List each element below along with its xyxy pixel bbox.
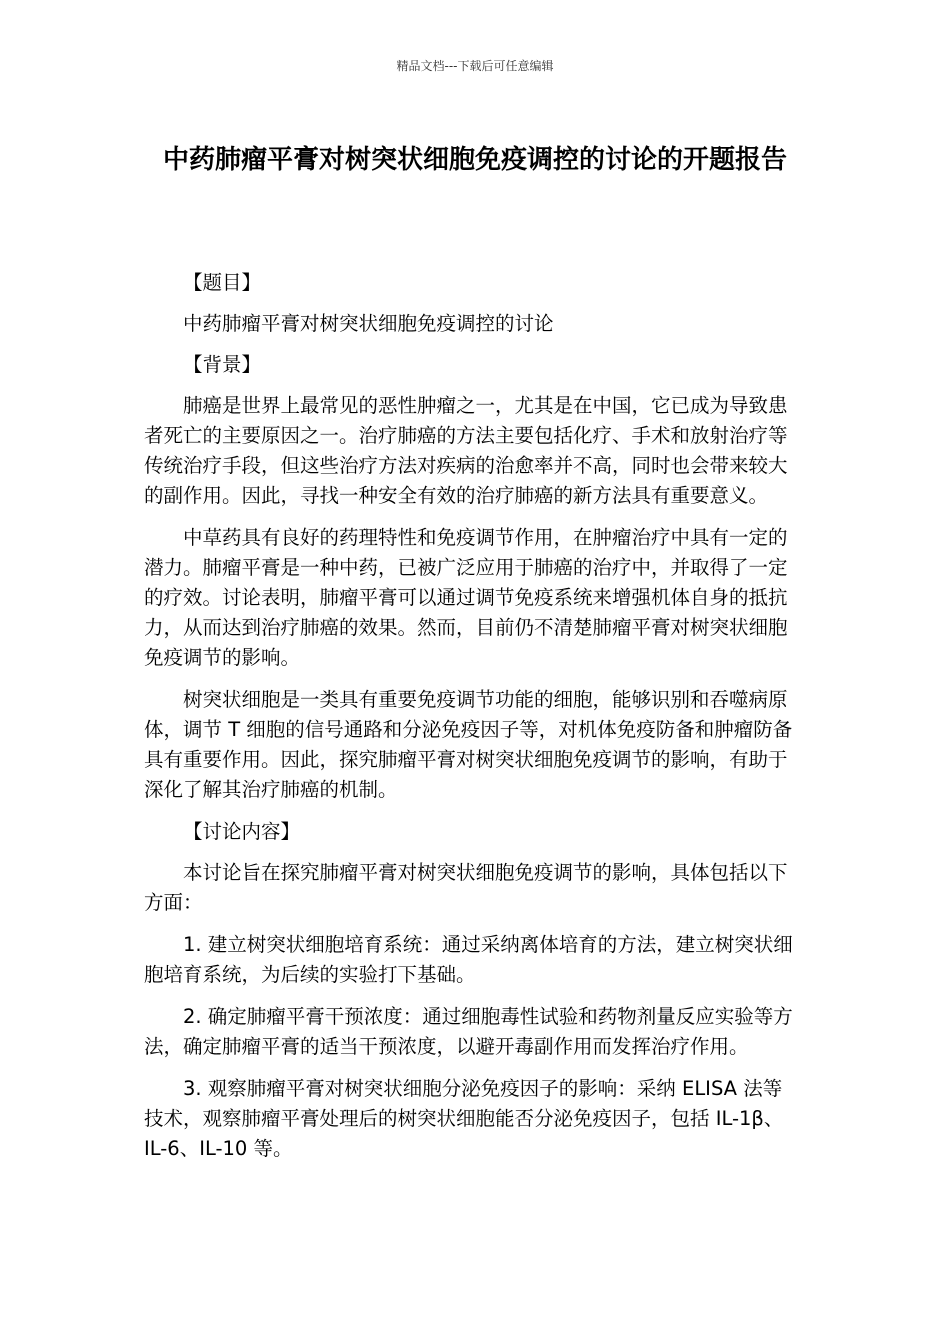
content-item-1: 1. 建立树突状细胞培育系统：通过采纳离体培育的方法，建立树突状细胞培育系统，为后续的实验打下基础。 [144, 933, 793, 986]
background-heading: 【背景】 [183, 353, 262, 376]
background-paragraph-2: 中草药具有良好的药理特性和免疫调节作用，在肿瘤治疗中具有一定的潜力。肺瘤平膏是一种中药，已被广泛应用于肺癌的治疗中，并取得了一定的疗效。讨论表明，肺瘤平膏可以通过调节免疫系统来增强机体自身的抵抗力，从而达到治疗肺癌的效果。然而，目前仍不清楚肺瘤平膏对树突状细胞免疫调节的影响。 [144, 526, 788, 669]
content-intro: 本讨论旨在探究肺瘤平膏对树突状细胞免疫调节的影响，具体包括以下方面： [144, 861, 788, 914]
topic-heading: 【题目】 [183, 271, 262, 294]
content-item-3: 3. 观察肺瘤平膏对树突状细胞分泌免疫因子的影响：采纳 ELISA 法等技术，观察肺瘤平膏处理后的树突状细胞能否分泌免疫因子，包括 IL-1β、IL-6、IL-10 等。 [144, 1077, 784, 1160]
header-watermark: 精品文档---下载后可任意编辑 [396, 59, 554, 73]
background-paragraph-1: 肺癌是世界上最常见的恶性肿瘤之一，尤其是在中国，它已成为导致患者死亡的主要原因之一。治疗肺癌的方法主要包括化疗、手术和放射治疗等传统治疗手段，但这些治疗方法对疾病的治愈率并不高，同时也会带来较大的副作用。因此，寻找一种安全有效的治疗肺癌的新方法具有重要意义。 [144, 394, 788, 507]
document-title: 中药肺瘤平膏对树突状细胞免疫调控的讨论的开题报告 [162, 145, 787, 175]
content-item-2: 2. 确定肺瘤平膏干预浓度：通过细胞毒性试验和药物剂量反应实验等方法，确定肺瘤平膏的适当干预浓度，以避开毒副作用而发挥治疗作用。 [144, 1005, 793, 1058]
background-paragraph-3: 树突状细胞是一类具有重要免疫调节功能的细胞，能够识别和吞噬病原体，调节 T 细胞的信号通路和分泌免疫因子等，对机体免疫防备和肿瘤防备具有重要作用。因此，探究肺瘤平膏对树突状细胞免疫调节的影响，有助于深化了解其治疗肺癌的机制。 [144, 688, 793, 801]
topic-text: 中药肺瘤平膏对树突状细胞免疫调控的讨论 [183, 312, 554, 335]
content-heading: 【讨论内容】 [183, 820, 301, 843]
document-body [144, 268, 799, 1176]
